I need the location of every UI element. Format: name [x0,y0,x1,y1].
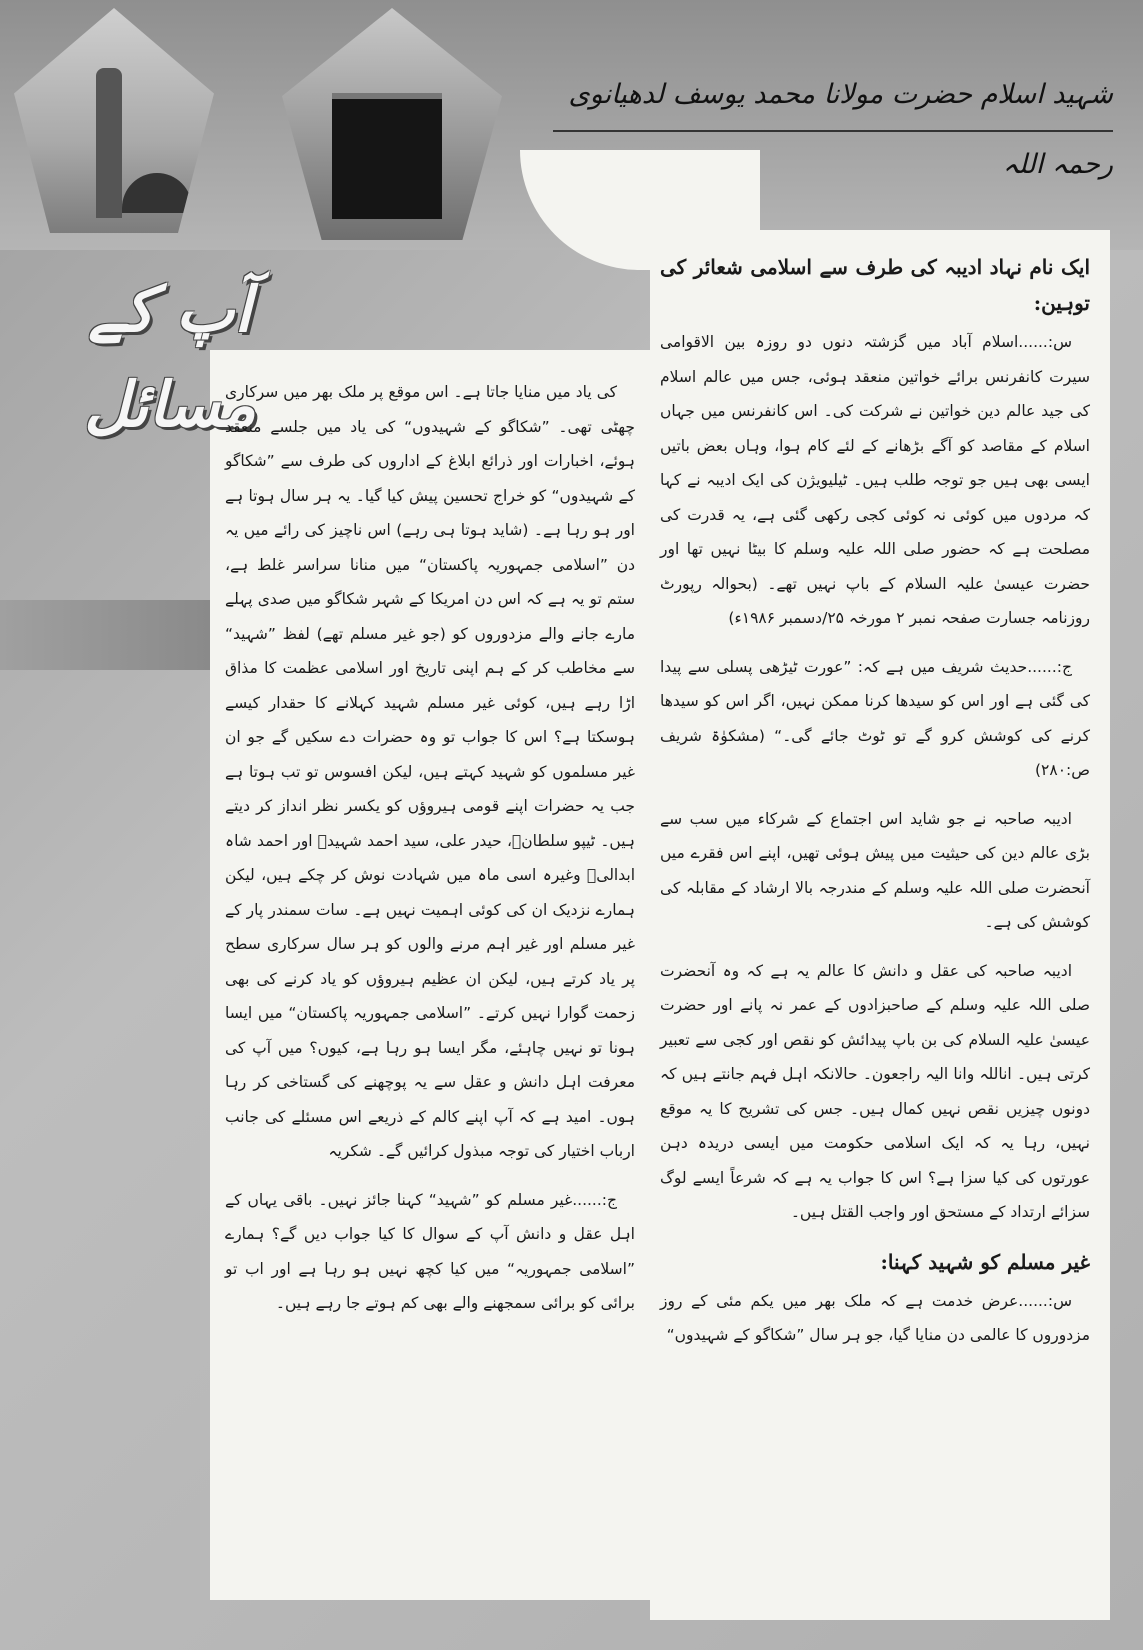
answer-paragraph: ج:......حدیث شریف میں ہے کہ: ”عورت ٹیڑھی پسلی سے پیدا کی گئی ہے اور اس کو سیدھا کرنا ممکن نہیں، اگر اس کو سیدھا کرنے کی کوشش کرو گے تو ٹوٹ جائے گی۔“ (مشکوٰۃ شریف ص:۲۸۰) [660,657,1090,779]
section-heading: غیر مسلم کو شہید کہنا: [880,1249,1090,1274]
left-column [225,375,635,1605]
right-column [660,245,1090,1615]
section-heading: ایک نام نہاد ادیبہ کی طرف سے اسلامی شعائر کی توہین: [660,255,1090,315]
body-paragraph: کی یاد میں منایا جاتا ہے۔ اس موقع پر ملک بھر میں سرکاری چھٹی تھی۔ ”شکاگو کے شہیدوں“ کی یاد میں جلسے منعقد ہوئے، اخبارات اور ذرائع ابلاغ کے اداروں کی طرف سے ”شکاگو کے شہیدوں“ کو خراج تحسین پیش کیا گیا۔ یہ ہر سال ہوتا ہے اور ہو رہا ہے۔ (شاید ہوتا ہی رہے) اس ناچیز کی رائے میں یہ دن ”اسلامی جمہوریہ پاکستان“ میں منانا سراسر غلط ہے، ستم تو یہ ہے کہ اس دن امریکا کے شہر شکاگو میں صدی پہلے مارے جانے والے مزدوروں کو (جو غیر مسلم تھے) لفظ ”شہید“ سے مخاطب کر کے ہم اپنی تاریخ اور اسلامی عظمت کا مذاق اڑا رہے ہیں، کوئی غیر مسلم شہید کہلانے کا حقدار کیسے ہوسکتا ہے؟ اس کا جواب تو وہ حضرات دے سکیں گے جو ان غیر مسلموں کو شہید کہتے ہیں، لیکن افسوس تو تب ہوتا ہے جب یہ حضرات اپنے قومی ہیروؤں کو یکسر نظر انداز کر دیتے ہیں۔ ٹیپو سلطانؒ، حیدر علی، سید احمد شہیدؒ اور احمد شاہ ابدالیؒ وغیرہ اسی ماہ میں شہادت نوش کر چکے ہیں، لیکن ہمارے نزدیک ان کی کوئی اہمیت نہیں ہے۔ سات سمندر پار کے غیر مسلم اور غیر اہم مرنے والوں کو ہر سال سرکاری سطح پر یاد کرتے ہیں، لیکن ان عظیم ہیروؤں کو یاد کرنے کی بھی زحمت گوارا نہیں کرتے۔ ”اسلامی جمہوریہ پاکستان“ میں ایسا ہونا تو نہیں چاہئے، مگر ایسا ہو رہا ہے، کیوں؟ میں آپ کی معرفت اہل دانش و عقل سے یہ پوچھنے کی گستاخی کر رہا ہوں۔ امید ہے کہ آپ اپنے کالم کے ذریعے اس مسئلے کی جانب ارباب اختیار کی توجہ مبذول کرائیں گے۔ شکریہ [225,383,635,1160]
column-logo: آپ کے مسائل [84,273,256,441]
answer-paragraph: ج:......غیر مسلم کو ”شہید“ کہنا جائز نہیں۔ باقی یہاں کے اہل عقل و دانش آپ کے سوال کا کیا جواب دیں گے؟ ہمارے ”اسلامی جمہوریہ“ میں کیا کچھ نہیں ہو رہا ہے اور اب تو برائی کو برائی سمجھنے والے بھی کم ہوتے جا رہے ہیں۔ [225,1190,635,1312]
question-paragraph: س:......اسلام آباد میں گزشتہ دنوں دو روزہ بین الاقوامی سیرت کانفرنس برائے خواتین منعقد ہوئی، جس میں عالم اسلام کی جید عالم دین خواتین نے شرکت کی۔ اس کانفرنس میں جہاں اسلام کے مقاصد کو آگے بڑھانے کے لئے کام ہوا، وہاں بعض باتیں ایسی بھی ہیں جو توجہ طلب ہیں۔ ٹیلیویژن کی ایک ادیبہ نے کہا کہ مردوں میں کوئی نہ کوئی کجی رکھی گئی ہے، یہ قدرت کی مصلحت ہے کہ حضور صلی اللہ علیہ وسلم کا بیٹا نہیں تھا اور حضرت عیسیٰ علیہ السلام کے باپ نہیں تھے۔ (بحوالہ رپورٹ روزنامہ جسارت صفحہ نمبر ۲ مورخہ ۲۵/دسمبر ۱۹۸۶ء) [660,333,1090,627]
dome-shape [122,173,192,213]
kaaba-shape [332,93,442,219]
decorative-bar [0,600,210,670]
question-paragraph: س:......عرض خدمت ہے کہ ملک بھر میں یکم مئی کے روز مزدوروں کا عالمی دن منایا گیا، جو ہر سال ”شکاگو کے شہیدوں“ [660,1291,1090,1344]
minaret-shape [96,68,122,218]
body-paragraph: ادیبہ صاحبہ کی عقل و دانش کا عالم یہ ہے کہ وہ آنحضرت صلی اللہ علیہ وسلم کے صاحبزادوں کے عمر نہ پانے اور حضرت عیسیٰ علیہ السلام کی بن باپ پیدائش کو نقص اور کجی سے تعبیر کرتی ہیں۔ اناللہ وانا الیہ راجعون۔ حالانکہ اہل فہم جانتے ہیں کہ دونوں چیزیں نقص نہیں کمال ہیں۔ جس کی تشریح کا یہ موقع نہیں، رہا یہ کہ ایک اسلامی حکومت میں ایسی دریدہ دہن عورتوں کی کیا سزا ہے؟ اس کا جواب یہ ہے کہ شرعاً ایسے لوگ سزائے ارتداد کے مستحق اور واجب القتل ہیں۔ [660,961,1090,1221]
header-title: شہید اسلام حضرت مولانا محمد یوسف لدھیانوی رحمہ اللہ [553,60,1113,132]
body-paragraph: ادیبہ صاحبہ نے جو شاید اس اجتماع کے شرکاء میں سب سے بڑی عالم دین کی حیثیت میں پیش ہوئی تھیں، اپنے اس فقرے میں آنحضرت صلی اللہ علیہ وسلم کے مندرجہ بالا ارشاد کے مقابلہ کی کوشش کی ہے۔ [660,809,1090,931]
